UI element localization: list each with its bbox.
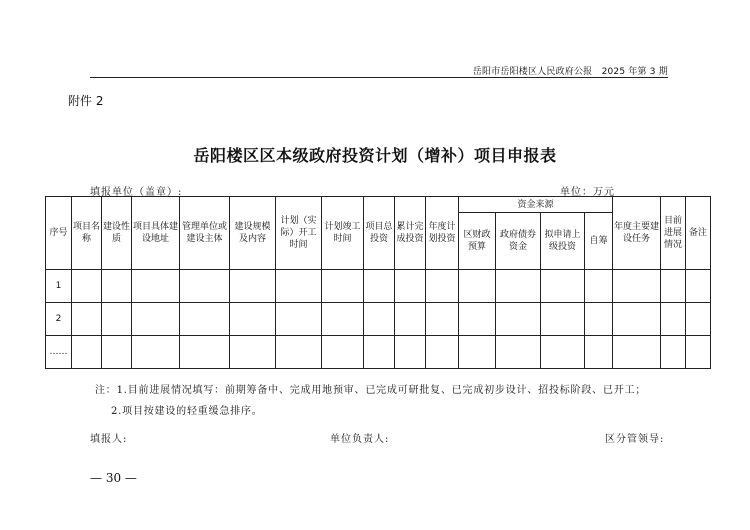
table-cell[interactable] — [276, 303, 322, 336]
col-header-nature: 建设性质 — [102, 197, 132, 270]
col-header-funding-source: 资金来源 — [459, 197, 613, 213]
table-cell[interactable] — [180, 336, 230, 369]
table-cell[interactable] — [541, 270, 585, 303]
table-cell[interactable] — [613, 336, 661, 369]
table-cell[interactable] — [132, 303, 180, 336]
col-header-project-name: 项目名称 — [72, 197, 102, 270]
unit-head-signature-label: 单位负责人: — [330, 434, 390, 445]
row-index: …… — [46, 336, 72, 369]
application-table — [45, 196, 711, 369]
col-header-completion-time: 计划竣工时间 — [322, 197, 364, 270]
table-cell[interactable] — [541, 336, 585, 369]
col-header-district-budget: 区财政预算 — [459, 213, 496, 270]
col-header-address: 项目具体建设地址 — [132, 197, 180, 270]
table-cell[interactable] — [585, 270, 613, 303]
table-cell[interactable] — [230, 336, 276, 369]
table-cell[interactable] — [102, 303, 132, 336]
table-cell[interactable] — [72, 336, 102, 369]
table-cell[interactable] — [459, 270, 496, 303]
table-cell[interactable] — [102, 270, 132, 303]
col-header-index: 序号 — [46, 197, 72, 270]
note-1: 注：1.目前进展情况填写：前期筹备中、完成用地预审、已完成可研批复、已完成初步设计、招投标阶段、已开工； — [95, 385, 647, 396]
table-cell[interactable] — [322, 270, 364, 303]
reporting-unit-label: 填报单位（盖章）: — [90, 187, 183, 198]
table-cell[interactable] — [132, 336, 180, 369]
table-cell[interactable] — [72, 303, 102, 336]
table-cell[interactable] — [686, 303, 711, 336]
table-cell[interactable] — [496, 336, 541, 369]
row-index: 2 — [46, 303, 72, 336]
table-cell[interactable] — [426, 303, 459, 336]
table-cell[interactable] — [459, 336, 496, 369]
table-cell[interactable] — [661, 303, 686, 336]
col-header-remarks: 备注 — [686, 197, 711, 270]
col-header-annual-tasks: 年度主要建设任务 — [613, 197, 661, 270]
table-cell[interactable] — [395, 270, 426, 303]
form-title: 岳阳楼区区本级政府投资计划（增补）项目申报表 — [193, 146, 557, 165]
table-row — [46, 270, 711, 303]
table-cell[interactable] — [496, 270, 541, 303]
table-cell[interactable] — [276, 336, 322, 369]
attachment-label: 附件 2 — [68, 94, 104, 108]
table-cell[interactable] — [102, 336, 132, 369]
table-cell[interactable] — [686, 336, 711, 369]
unit-label: 单位：万元 — [560, 187, 615, 198]
table-cell[interactable] — [496, 303, 541, 336]
col-header-scale: 建设规模及内容 — [230, 197, 276, 270]
page-header — [90, 64, 668, 78]
col-header-management: 管理单位或建设主体 — [180, 197, 230, 270]
col-header-bond-funds: 政府债券资金 — [496, 213, 541, 270]
table-cell[interactable] — [322, 303, 364, 336]
table-cell[interactable] — [426, 336, 459, 369]
table-cell[interactable] — [661, 270, 686, 303]
table-cell[interactable] — [459, 303, 496, 336]
table-cell[interactable] — [132, 270, 180, 303]
table-cell[interactable] — [585, 303, 613, 336]
filler-signature-label: 填报人: — [90, 434, 128, 445]
table-cell[interactable] — [230, 303, 276, 336]
table-cell[interactable] — [230, 270, 276, 303]
table-cell[interactable] — [72, 270, 102, 303]
page-number: — 30 — — [90, 471, 137, 485]
header-text: 岳阳市岳阳楼区人民政府公报 2025 年第 3 期 — [472, 67, 668, 77]
col-header-progress: 目前进展情况 — [661, 197, 686, 270]
table-cell[interactable] — [322, 336, 364, 369]
table-cell[interactable] — [613, 270, 661, 303]
table-row — [46, 336, 711, 369]
table-cell[interactable] — [180, 303, 230, 336]
table-cell[interactable] — [180, 270, 230, 303]
table-cell[interactable] — [364, 270, 395, 303]
table-cell[interactable] — [364, 336, 395, 369]
table-cell[interactable] — [613, 303, 661, 336]
col-header-total-investment: 项目总投资 — [364, 197, 395, 270]
table-cell[interactable] — [585, 336, 613, 369]
header-rule — [90, 77, 668, 78]
table-cell[interactable] — [364, 303, 395, 336]
col-header-start-time: 计划（实际）开工时间 — [276, 197, 322, 270]
table-cell[interactable] — [395, 336, 426, 369]
table-cell[interactable] — [276, 270, 322, 303]
table-cell[interactable] — [395, 303, 426, 336]
col-header-superior-investment: 拟申请上级投资 — [541, 213, 585, 270]
note-2: 2.项目按建设的轻重缓急排序。 — [111, 406, 263, 417]
col-header-annual-investment: 年度计划投资 — [426, 197, 459, 270]
district-leader-signature-label: 区分管领导: — [605, 434, 665, 445]
table-cell[interactable] — [426, 270, 459, 303]
table-cell[interactable] — [661, 336, 686, 369]
row-index: 1 — [46, 270, 72, 303]
table-row — [46, 303, 711, 336]
col-header-self-raised: 自筹 — [585, 213, 613, 270]
col-header-cumulative-investment: 累计完成投资 — [395, 197, 426, 270]
table-cell[interactable] — [686, 270, 711, 303]
table-cell[interactable] — [541, 303, 585, 336]
